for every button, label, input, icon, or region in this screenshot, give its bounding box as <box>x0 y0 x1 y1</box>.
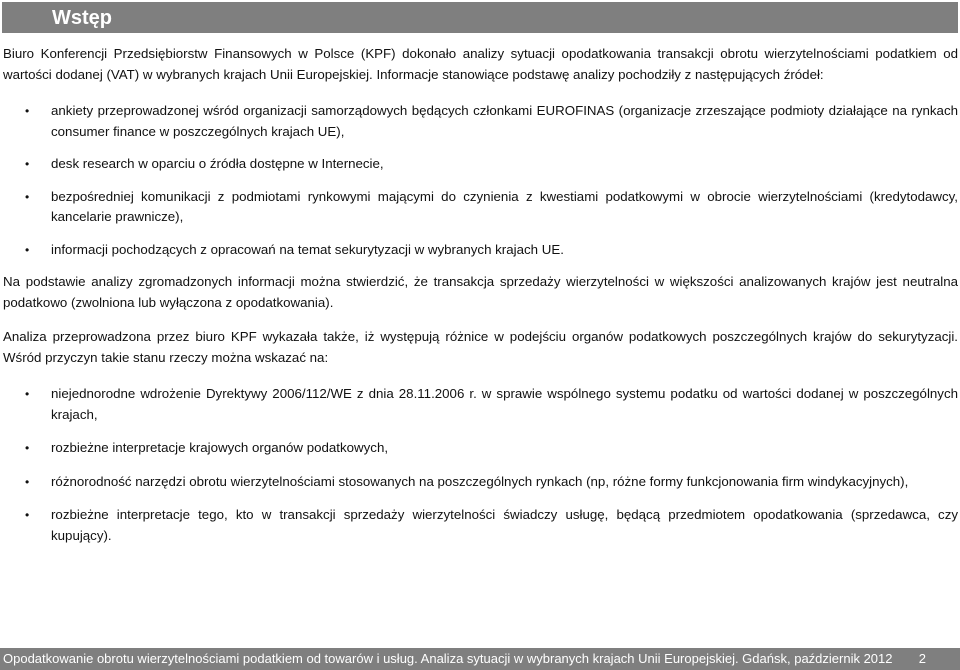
footer-text: Opodatkowanie obrotu wierzytelnościami podatkiem od towarów i usług. Analiza sytuacji w wybranych krajach Unii Europejskiej. Gdańsk, październik 2012 <box>3 651 893 666</box>
reasons-list <box>3 384 958 546</box>
bullet-icon: • <box>25 474 30 489</box>
section-title: Wstęp <box>52 7 112 29</box>
page-footer <box>0 648 960 670</box>
differences-paragraph: Analiza przeprowadzona przez biuro KPF wykazała także, iż występują różnice w podejściu organów podatkowych poszczególnych krajów do sekurytyzacji. Wśród przyczyn takie stanu rzeczy można wskazać na: <box>3 329 958 365</box>
conclusion-paragraph: Na podstawie analizy zgromadzonych informacji można stwierdzić, że transakcja sprzedaży wierzytelności w większości analizowanych krajów jest neutralna podatkowo (zwolniona lub wyłączona z opodatkowania). <box>3 274 958 310</box>
intro-paragraph: Biuro Konferencji Przedsiębiorstw Finansowych w Polsce (KPF) dokonało analizy sytuacji opodatkowania transakcji obrotu wierzytelnościami podatkiem od wartości dodanej (VAT) w wybranych krajach Unii Europejskiej. Informacje stanowiące podstawę analizy pochodziły z następujących źródeł: <box>3 46 958 82</box>
document-body <box>3 44 958 559</box>
bullet-icon: • <box>25 104 30 118</box>
list-item: • bezpośredniej komunikacji z podmiotami rynkowymi mającymi do czynienia z kwestiami podatkowymi w obrocie wierzytelnościami (kredytodawcy, kancelarie prawnicze), <box>25 188 958 224</box>
bullet-icon: • <box>25 242 30 257</box>
list-item: • różnorodność narzędzi obrotu wierzytelnościami stosowanych na poszczególnych rynkach (np, różne formy funkcjonowania firm windykacyjnych), <box>3 472 958 493</box>
bullet-icon: • <box>25 157 30 171</box>
section-header-bar <box>2 2 958 33</box>
bullet-icon: • <box>25 508 30 522</box>
list-item: • ankiety przeprowadzonej wśród organizacji samorządowych będących członkami EUROFINAS (organizacje zrzeszające podmioty działające na rynkach consumer finance w poszczególnych krajach UE), <box>25 103 958 139</box>
list-item: • desk research w oparciu o źródła dostępne w Internecie, <box>3 154 958 175</box>
list-item: • rozbieżne interpretacje tego, kto w transakcji sprzedaży wierzytelności świadczy usługę, będącą przedmiotem opodatkowania (sprzedawca, czy kupujący). <box>25 507 958 543</box>
sources-list <box>3 101 958 260</box>
bullet-icon: • <box>25 189 30 204</box>
list-item: • niejednorodne wdrożenie Dyrektywy 2006/112/WE z dnia 28.11.2006 r. w sprawie wspólnego systemu podatku od wartości dodanej w poszczególnych krajach, <box>25 386 958 422</box>
list-item: • informacji pochodzących z opracowań na temat sekurytyzacji w wybranych krajach UE. <box>3 240 958 261</box>
bullet-icon: • <box>25 441 30 455</box>
bullet-icon: • <box>25 387 30 401</box>
list-item: • rozbieżne interpretacje krajowych organów podatkowych, <box>3 438 958 459</box>
page-number: 2 <box>918 651 926 666</box>
